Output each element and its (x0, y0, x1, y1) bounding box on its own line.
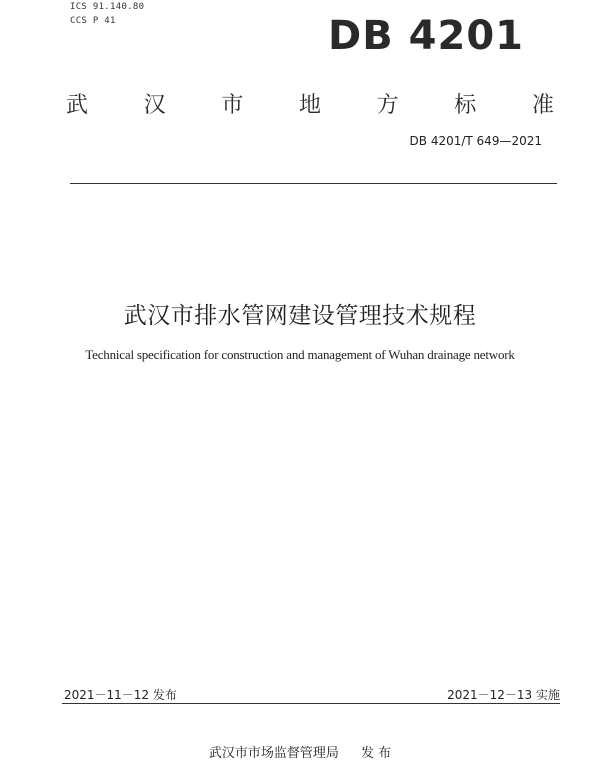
top-divider (70, 183, 557, 184)
standard-type-char: 市 (221, 93, 244, 118)
publisher-name: 武汉市市场监督管理局 (208, 746, 339, 761)
standard-type-char: 汉 (143, 93, 166, 118)
standard-type-char: 武 (66, 93, 89, 118)
bottom-divider (62, 703, 560, 704)
publish-label: 发 布 (360, 746, 392, 761)
standard-type-char: 方 (376, 93, 399, 118)
standard-type-char: 准 (531, 93, 554, 118)
standard-number: DB 4201/T 649—2021 (409, 134, 542, 148)
db-logo: DB 4201 (328, 13, 524, 59)
document-title-english: Technical specification for construction and management of Wuhan drainage network (85, 347, 515, 362)
standard-type-char: 标 (454, 93, 477, 118)
document-title-chinese: 武汉市排水管网建设管理技术规程 (123, 303, 477, 329)
implementation-date: 2021－12－13 实施 (447, 688, 560, 702)
publisher-line (0, 742, 600, 761)
ics-code: ICS 91.140.80 (70, 2, 145, 12)
ccs-code: CCS P 41 (70, 16, 116, 26)
standard-type-char: 地 (298, 93, 321, 118)
issue-date: 2021－11－12 发布 (64, 688, 177, 702)
standard-type-title (66, 88, 554, 119)
